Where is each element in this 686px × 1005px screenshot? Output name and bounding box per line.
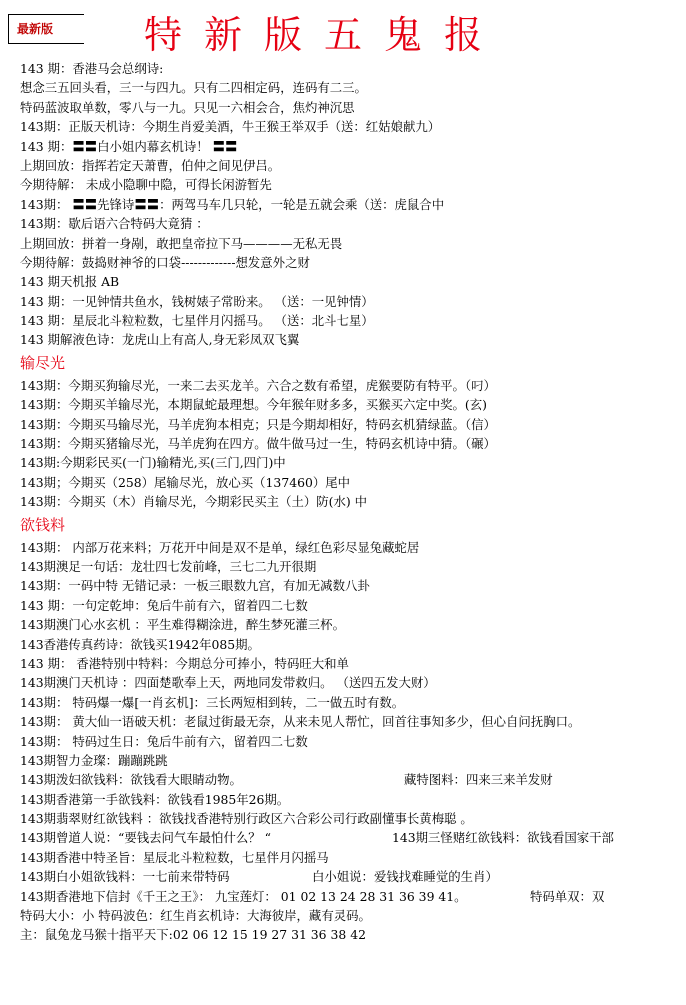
line-text: 143期：今期买狗输尽光，一来二去买龙羊。六合之数有希望，虎猴要防有特平。（叼） [20, 377, 496, 393]
line-text: 143期：今期买马输尽光，马羊虎狗本相克；只是今期却相好，特码玄机猜绿蓝。（信） [20, 416, 496, 432]
document-body [20, 59, 680, 945]
line-text: 143期：今期买（木）肖输尽光，今期彩民买主（土）防(水) 中 [20, 494, 368, 510]
text-line [20, 790, 680, 809]
line-text-right: 特码单双：双 [530, 888, 605, 904]
line-text: 143 期：星辰北斗粒粒数，七星伴月闪摇马。 （送：北斗七星） [20, 313, 374, 329]
line-text-right: 白小姐说：爱钱找难睡觉的生肖） [312, 869, 498, 885]
text-line [20, 395, 680, 414]
line-text: 143期澳足一句话：龙壮四七发前峰，三七二九开很期 [20, 558, 317, 574]
text-line [20, 654, 680, 673]
line-text-right: 藏特图料：四来三来羊发财 [404, 772, 553, 788]
section-heading [20, 512, 680, 538]
line-text: 143期翡翠财红欲钱料 ：欲钱找香港特别行政区六合彩公司行政副懂事长黄梅聪 。 [20, 811, 473, 827]
text-line [20, 156, 680, 175]
line-text: 143期：今期买猪输尽光，马羊虎狗在四方。做牛做马过一生，特码玄机诗中猜。（碾） [20, 436, 496, 452]
text-line [20, 434, 680, 453]
line-text: 143期:今期彩民买(一门)输精光,买(三门,四门)中 [20, 455, 286, 471]
line-text: 今期待解：鼓捣财神爷的口袋-------------想发意外之财 [20, 254, 310, 270]
line-text: 想念三五回头看，三一与四九。只有二四相定码，连码有二三。 [20, 80, 367, 96]
text-line [20, 175, 680, 194]
text-line [20, 712, 680, 731]
text-line [20, 330, 680, 349]
section-heading [20, 350, 680, 376]
text-line [20, 117, 680, 136]
text-line [20, 415, 680, 434]
line-text: 143期： 黄大仙一语破天机：老鼠过街最无奈，从来未见人帮忙，回首往事知多少，但心自问抚胸口。 [20, 714, 581, 730]
line-text: 143期澳门心水玄机 ：平生难得糊涂进，醉生梦死灌三杯。 [20, 617, 345, 633]
line-text: 143期： 内部万花来料；万花开中间是双不是单，绿红色彩尽显兔藏蛇居 [20, 539, 420, 555]
text-line [20, 253, 680, 272]
text-line [20, 615, 680, 634]
text-line [20, 557, 680, 576]
line-text: 143 期：〓〓白小姐内幕玄机诗！ 〓〓 [20, 138, 238, 154]
text-line [20, 234, 680, 253]
line-text: 143期白小姐欲钱料：一七前来带特码 [20, 869, 230, 885]
text-line [20, 906, 680, 925]
text-line [20, 887, 680, 906]
line-text: 143香港传真药诗：欲钱买1942年085期。 [20, 636, 260, 652]
line-text: 输尽光 [20, 353, 66, 372]
line-text: 上期回放：拼着一身剐，敢把皇帝拉下马————无私无畏 [20, 235, 343, 251]
text-line [20, 272, 680, 291]
line-text: 143 期解液色诗：龙虎山上有高人,身无彩凤双飞翼 [20, 332, 300, 348]
text-line [20, 492, 680, 511]
text-line [20, 98, 680, 117]
text-line [20, 770, 680, 789]
text-line [20, 673, 680, 692]
line-text: 143 期：一见钟情共鱼水，钱树婊子常盼来。 （送：一见钟情） [20, 293, 374, 309]
text-line [20, 848, 680, 867]
line-text: 143 期： 香港特别中特料：今期总分可捧小，特码旺大和单 [20, 655, 349, 671]
text-line [20, 576, 680, 595]
line-text: 143期；今期买（258）尾输尽光，放心买（137460）尾中 [20, 474, 351, 490]
line-text: 143期：今期买羊输尽光，本期鼠蛇最理想。今年猴年财多多，买猴买六定中奖。(玄) [20, 397, 487, 413]
line-text: 特码大小：小 特码波色：红生肖玄机诗：大海彼岸，藏有灵码。 [20, 908, 371, 924]
text-line [20, 732, 680, 751]
text-line [20, 596, 680, 615]
text-line [20, 195, 680, 214]
line-text: 143期：正版天机诗：今期生肖爱美酒，牛王猴王举双手（送：红姑娘献九） [20, 119, 441, 135]
text-line [20, 473, 680, 492]
text-line [20, 78, 680, 97]
line-text: 特码蓝波取单数，零八与一九。只见一六相会合，焦灼神沉思 [20, 99, 355, 115]
text-line [20, 751, 680, 770]
latest-edition-badge [8, 14, 84, 44]
line-text: 143 期：香港马会总纲诗: [20, 61, 164, 76]
line-text: 143期香港中特圣旨：星辰北斗粒粒数，七星伴月闪摇马 [20, 849, 329, 865]
text-line [20, 59, 680, 78]
line-text: 143期： 特码过生日：兔后牛前有六，留着四二七数 [20, 733, 308, 749]
line-text: 主：鼠兔龙马猴十指平天下:02 06 12 15 19 27 31 36 38 42 [20, 927, 366, 943]
text-line [20, 828, 680, 847]
line-text: 143期： 特码爆一爆[一肖玄机]：三长两短相到转，二一做五时有数。 [20, 694, 405, 710]
text-line [20, 809, 680, 828]
line-text: 143期香港第一手欲钱料：欲钱看1985年26期。 [20, 791, 290, 807]
badge-label: 最新版 [17, 22, 54, 36]
line-text: 143 期天机报 AB [20, 274, 120, 290]
text-line [20, 376, 680, 395]
line-text: 143期：歇后语六合特码大竟猜 ： [20, 216, 209, 232]
page-title: 特新版五鬼报 [144, 13, 505, 57]
line-text: 143期： 〓〓先锋诗〓〓：两驾马车几只轮，一轮是五就会乘（送：虎鼠合中 [20, 196, 445, 212]
line-text: 上期回放：指挥若定天萧曹，伯仲之间见伊吕。 [20, 157, 281, 173]
line-text: 143期：一码中特 无错记录：一板三眼数九宫，有加无减数八卦 [20, 578, 370, 594]
line-text: 欲钱料 [20, 515, 66, 534]
text-line [20, 137, 680, 156]
text-line [20, 538, 680, 557]
text-line [20, 693, 680, 712]
line-text: 143期智力金璨：蹦蹦跳跳 [20, 752, 168, 768]
line-text: 143期香港地下信封《千王之王》： 九宝莲灯： 01 02 13 24 28 31 36 39 41。 [20, 888, 467, 904]
text-line [20, 635, 680, 654]
line-text: 143 期：一句定乾坤：兔后牛前有六，留着四二七数 [20, 597, 308, 613]
text-line [20, 214, 680, 233]
line-text: 143期澳门天机诗 ：四面楚歌奉上天，两地同发带救归。 （送四五发大财） [20, 675, 436, 691]
line-text-right: 143期三怪赌红欲钱料：欲钱看国家干部 [392, 830, 614, 846]
text-line [20, 925, 680, 944]
text-line [20, 292, 680, 311]
text-line [20, 311, 680, 330]
line-text: 143期曾道人说：“要钱去问气车最怕什么？ “ [20, 830, 271, 846]
line-text: 143期泼妇欲钱料：欲钱看大眼睛动物。 [20, 772, 242, 788]
text-line [20, 453, 680, 472]
line-text: 今期待解： 未成小隐聊中隐，可得长闲游暂先 [20, 177, 272, 193]
text-line [20, 867, 680, 886]
